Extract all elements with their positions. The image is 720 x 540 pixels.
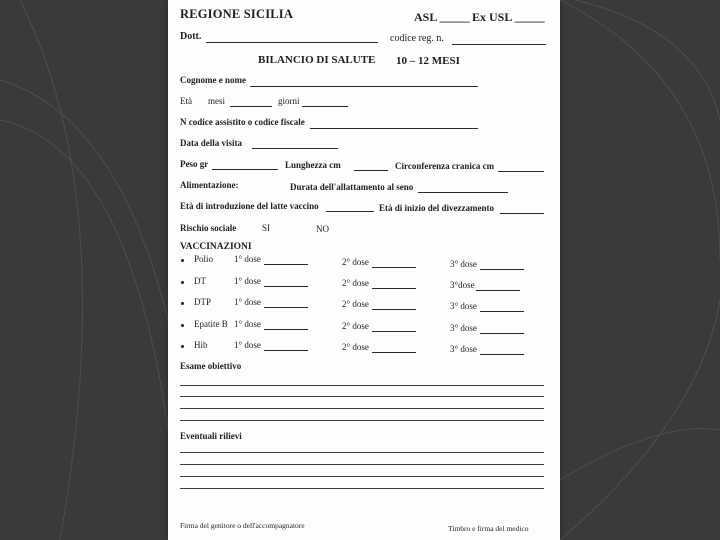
dose-2-label: 2° dose [342, 342, 369, 352]
surname-name-label: Cognome e nome [180, 75, 246, 85]
visit-date-label: Data della visita [180, 138, 242, 148]
dose-2-label: 2° dose [342, 257, 369, 267]
dose-2-line[interactable] [372, 288, 416, 289]
days-label: giorni [278, 96, 300, 106]
dose-1-line[interactable] [264, 350, 308, 351]
objective-exam-line[interactable] [180, 385, 544, 386]
dose-3-line[interactable] [480, 311, 524, 312]
health-form-document [168, 0, 560, 540]
dose-1-line[interactable] [264, 286, 308, 287]
objective-exam-line[interactable] [180, 408, 544, 409]
breastfeeding-line[interactable] [418, 192, 508, 193]
weaning-label: Età di inizio del divezzamento [379, 203, 494, 213]
length-label: Lunghezza cm [285, 160, 341, 170]
code-reg-line[interactable] [452, 44, 546, 45]
social-risk-label: Rischio sociale [180, 223, 237, 233]
dose-2-label: 2° dose [342, 321, 369, 331]
head-circ-line[interactable] [498, 171, 544, 172]
ex-usl-field: Ex USL _____ [472, 10, 545, 24]
dose-1-line[interactable] [264, 264, 308, 265]
length-line[interactable] [354, 170, 388, 171]
dose-3-line[interactable] [480, 354, 524, 355]
doctor-label: Dott. [180, 31, 202, 42]
vaccinations-title: VACCINAZIONI [180, 242, 252, 252]
code-reg-label: codice reg. n. [390, 33, 444, 44]
patient-code-label: N codice assistito o codice fiscale [180, 117, 305, 127]
dose-3-label: 3° dose [450, 344, 477, 354]
dose-1-line[interactable] [264, 307, 308, 308]
bullet-icon [181, 281, 184, 284]
objective-exam-line[interactable] [180, 420, 544, 421]
dose-2-label: 2° dose [342, 278, 369, 288]
patient-code-line[interactable] [310, 128, 478, 129]
cow-milk-label: Età di introduzione del latte vaccino [180, 201, 319, 211]
dose-3-line[interactable] [480, 269, 524, 270]
vaccine-name: Hib [194, 340, 208, 350]
dose-1-label: 1° dose [234, 297, 261, 307]
remarks-line[interactable] [180, 452, 544, 453]
cow-milk-line[interactable] [326, 211, 374, 212]
dose-2-label: 2° dose [342, 299, 369, 309]
weight-label: Peso gr [180, 159, 209, 169]
feeding-label: Alimentazione: [180, 180, 239, 190]
dose-1-label: 1° dose [234, 276, 261, 286]
dose-2-line[interactable] [372, 309, 416, 310]
surname-name-line[interactable] [250, 86, 478, 87]
bullet-icon [181, 259, 184, 262]
dose-3-label: 3° dose [450, 323, 477, 333]
weight-line[interactable] [212, 169, 278, 170]
doctor-stamp-label: Timbro e firma del medico [448, 524, 529, 533]
dose-1-label: 1° dose [234, 319, 261, 329]
asl-field: ASL _____ [414, 10, 470, 24]
remarks-label: Eventuali rilievi [180, 431, 242, 441]
bullet-icon [181, 345, 184, 348]
dose-2-line[interactable] [372, 331, 416, 332]
dose-1-label: 1° dose [234, 254, 261, 264]
vaccine-name: Polio [194, 254, 214, 264]
form-title: BILANCIO DI SALUTE [258, 54, 376, 66]
vaccine-name: DT [194, 276, 206, 286]
dose-3-line[interactable] [480, 333, 524, 334]
age-range: 10 – 12 MESI [396, 55, 460, 67]
age-label: Età [180, 96, 192, 106]
region-title: REGIONE SICILIA [180, 7, 294, 21]
remarks-line[interactable] [180, 464, 544, 465]
social-risk-yes[interactable]: SI [262, 223, 271, 233]
bullet-icon [181, 302, 184, 305]
remarks-line[interactable] [180, 476, 544, 477]
head-circ-label: Circonferenza cranica cm [395, 161, 495, 171]
vaccine-name: DTP [194, 297, 212, 307]
remarks-line[interactable] [180, 488, 544, 489]
parent-signature-label: Firma del genitore o dell'accompagnatore [180, 521, 305, 530]
dose-3-label: 3° dose [450, 301, 477, 311]
objective-exam-label: Esame obiettivo [180, 361, 242, 371]
days-line[interactable] [302, 106, 348, 107]
dose-3-label: 3° dose [450, 259, 477, 269]
breastfeeding-label: Durata dell'allattamento al seno [290, 182, 414, 192]
vaccine-name: Epatite B [194, 319, 228, 329]
dose-2-line[interactable] [372, 352, 416, 353]
dose-3-label: 3°dose [450, 280, 475, 290]
dose-1-label: 1° dose [234, 340, 261, 350]
dose-3-line[interactable] [476, 290, 520, 291]
visit-date-line[interactable] [252, 148, 338, 149]
dose-1-line[interactable] [264, 329, 308, 330]
months-line[interactable] [230, 106, 272, 107]
weaning-line[interactable] [500, 213, 544, 214]
bullet-icon [181, 324, 184, 327]
objective-exam-line[interactable] [180, 396, 544, 397]
months-label: mesi [208, 96, 225, 106]
social-risk-no[interactable]: NO [316, 224, 329, 234]
dose-2-line[interactable] [372, 267, 416, 268]
doctor-line[interactable] [206, 42, 378, 43]
